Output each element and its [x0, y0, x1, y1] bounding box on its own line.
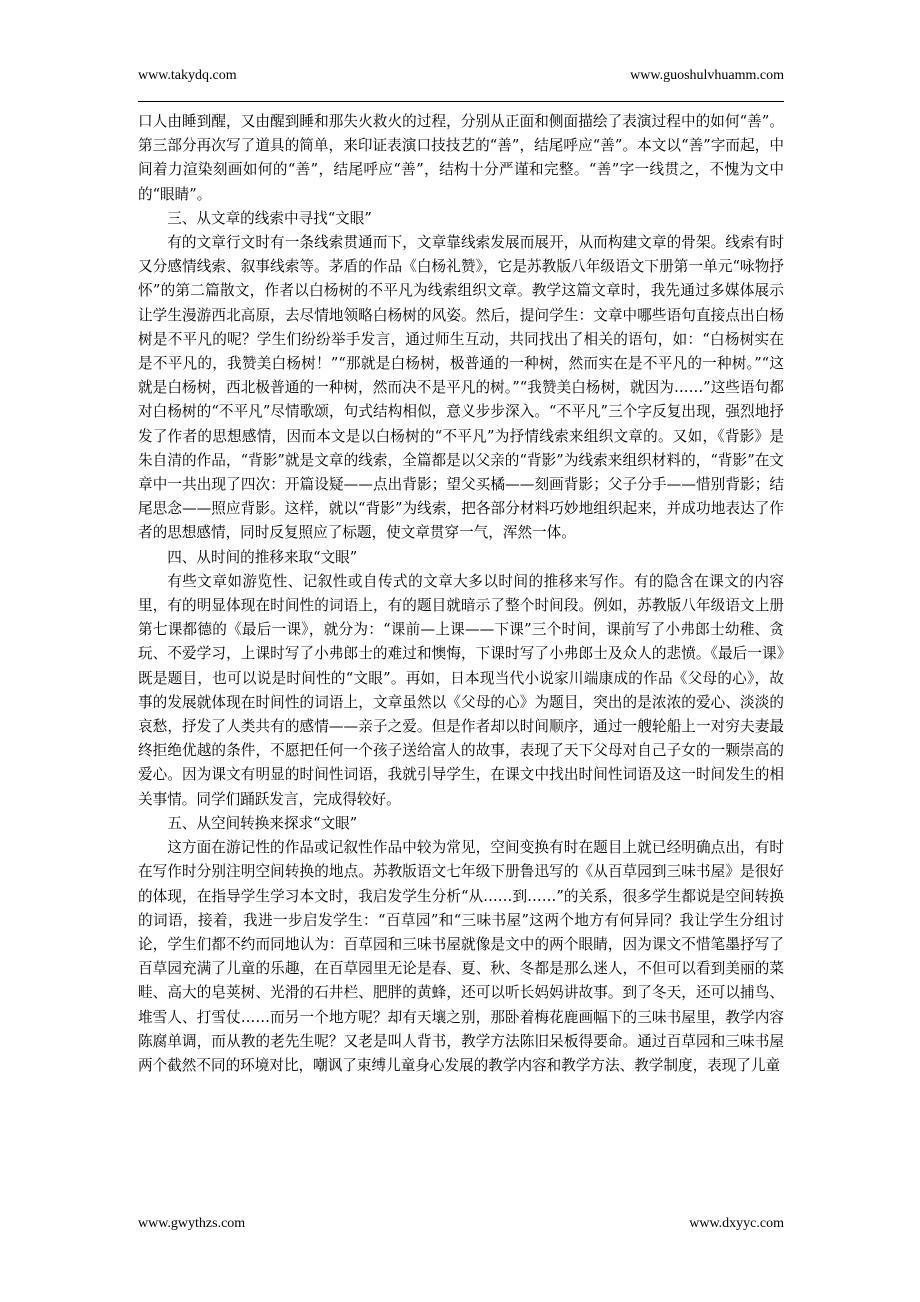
paragraph: 口人由睡到醒，又由醒到睡和那失火救火的过程，分别从正面和侧面描绘了表演过程中的如何“善”。第三部分再次写了道具的简单，来印证表演口技技艺的“善”，结尾呼应“善”。本文以“善”字而起，中间着力渲染刻画如何的“善”，结尾呼应“善”，结构十分严谨和完整。“善”字一线贯之，不愧为文中的“眼睛”。 [138, 113, 784, 203]
header-left-url: www.takydq.com [138, 68, 237, 83]
paragraph: 这方面在游记性的作品或记叙性作品中较为常见，空间变换有时在题目上就已经明确点出，有时在写作时分别注明空间转换的地点。苏教版语文七年级下册鲁迅写的《从百草园到三味书屋》是很好的体现，在指导学生学习本文时，我启发学生分析“从……到……”的关系，很多学生都说是空间转换的词语，接着，我进一步启发学生：“百草园”和“三味书屋”这两个地方有何异同？我让学生分组讨论，学生们都不约而同地认为：百草园和三味书屋就像是文中的两个眼睛，因为课文不惜笔墨抒写了百草园充满了儿童的乐趣，在百草园里无论是春、夏、秋、冬都是那么迷人，不但可以看到美丽的菜畦、高大的皂荚树、光滑的石井栏、肥胖的黄蜂，还可以听长妈妈讲故事。到了冬天，还可以捕鸟、堆雪人、打雪仗……而另一个地方呢？却有天壤之别，那卧着梅花鹿画幅下的三味书屋里，教学内容陈腐单调，而从教的老先生呢？又老是叫人背书，教学方法陈旧呆板得要命。通过百草园和三味书屋两个截然不同的环境对比，嘲讽了束缚儿童身心发展的教学内容和教学方法、教学制度，表现了儿童 [138, 839, 784, 1074]
section-heading: 三、从文章的线索中寻找“文眼” [167, 209, 372, 227]
section-heading: 四、从时间的推移来取“文眼” [167, 548, 358, 566]
body-text [138, 110, 784, 1078]
header-right-url: www.guoshulvhuamm.com [630, 68, 784, 83]
page-header [138, 68, 784, 88]
paragraph: 有些文章如游览性、记叙性或自传式的文章大多以时间的推移来写作。有的隐含在课文的内容里，有的明显体现在时间性的词语上，有的题目就暗示了整个时间段。例如，苏教版八年级语文上册第七课都德的《最后一课》，就分为：“课前—上课——下课”三个时间，课前写了小弗郎士幼稚、贪玩、不爱学习，上课时写了小弗郎士的难过和懊悔，下课时写了小弗郎士及众人的悲愤。《最后一课》既是题目，也可以说是时间性的“文眼”。再如，日本现当代小说家川端康成的作品《父母的心》，故事的发展就体现在时间性的词语上，文章虽然以《父母的心》为题目，突出的是浓浓的爱心、淡淡的哀愁，抒发了人类共有的感情——亲子之爱。但是作者却以时间顺序，通过一艘轮船上一对穷夫妻最终拒绝优越的条件，不愿把任何一个孩子送给富人的故事，表现了天下父母对自己子女的一颗崇高的爱心。因为课文有明显的时间性词语，我就引导学生，在课文中找出时间性词语及这一时间发生的相关事情。同学们踊跃发言，完成得较好。 [138, 572, 784, 808]
footer-right-url: www.dxyyc.com [689, 1216, 784, 1231]
header-rule [138, 101, 784, 102]
page-footer [138, 1216, 784, 1236]
paragraph: 有的文章行文时有一条线索贯通而下，文章靠线索发展而展开，从而构建文章的骨架。线索有时又分感情线索、叙事线索等。茅盾的作品《白杨礼赞》，它是苏教版八年级语文下册第一单元“咏物抒怀”的第二篇散文，作者以白杨树的不平凡为线索组织文章。教学这篇文章时，我先通过多媒体展示让学生漫游西北高原，去尽情地领略白杨树的风姿。然后，提问学生：文章中哪些语句直接点出白杨树是不平凡的呢？学生们纷纷举手发言，通过师生互动，共同找出了相关的语句，如：“白杨树实在是不平凡的，我赞美白杨树！”“那就是白杨树，极普通的一种树，然而实在是不平凡的一种树。”“这就是白杨树，西北极普通的一种树，然而决不是平凡的树。”“我赞美白杨树，就因为……”这些语句都对白杨树的“不平凡”尽情歌颂，句式结构相似，意义步步深入。“不平凡”三个字反复出现，强烈地抒发了作者的思想感情，因而本文是以白杨树的“不平凡”为抒情线索来组织文章的。又如，《背影》是朱自清的作品，“背影”就是文章的线索，全篇都是以父亲的“背影”为线索来组织材料的，“背影”在文章中一共出现了四次：开篇设疑——点出背影；望父买橘——刻画背影；父子分手——惜别背影；结尾思念——照应背影。这样，就以“背影”为线索，把各部分材料巧妙地组织起来，并成功地表达了作者的思想感情，同时反复照应了标题，使文章贯穿一气，浑然一体。 [138, 234, 784, 542]
section-heading: 五、从空间转换来探求“文眼” [167, 814, 358, 832]
footer-left-url: www.gwythzs.com [138, 1216, 246, 1231]
